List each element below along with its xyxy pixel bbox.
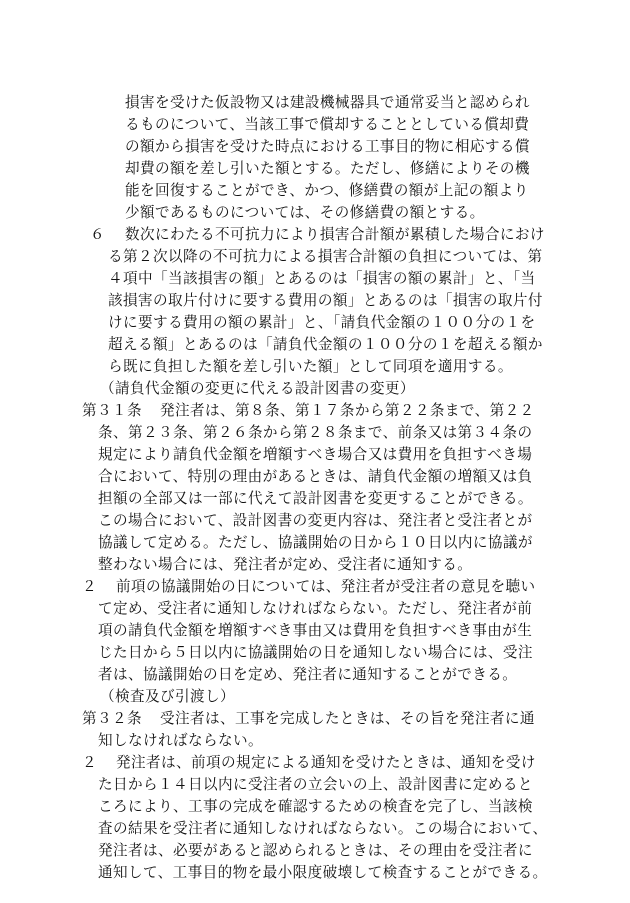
line-text: 者は、協議開始の日を定め、発注者に通知することができる。: [98, 666, 518, 683]
text-line: [0, 554, 630, 576]
text-line: [0, 510, 630, 532]
article-number: 第３１条: [82, 402, 142, 419]
text-line: [0, 730, 630, 752]
line-text: ころにより、工事の完成を確認するための検査を完了し、当該検: [98, 798, 533, 815]
line-text: 査の結果を受注者に通知しなければならない。この場合において、: [98, 820, 548, 837]
text-line: [0, 180, 630, 202]
text-line: [0, 840, 630, 862]
text-line: [0, 620, 630, 642]
paragraph-start-line: [0, 224, 630, 246]
text-line: [0, 664, 630, 686]
text-line: [0, 488, 630, 510]
text-line: [0, 532, 630, 554]
article-start-line: [0, 708, 630, 730]
article-start-line: [0, 400, 630, 422]
line-text: 発注者は、第８条、第１７条から第２２条まで、第２２: [160, 402, 535, 419]
text-line: [0, 312, 630, 334]
line-text: 整わない場合には、発注者が定め、受注者に通知する。: [98, 556, 473, 573]
text-line: [0, 466, 630, 488]
line-text: 合において、特別の理由があるときは、請負代金額の増額又は負: [98, 468, 533, 485]
caption-text: （請負代金額の変更に代える設計図書の変更）: [100, 380, 415, 397]
line-text: この場合において、設計図書の変更内容は、発注者と受注者とが: [98, 512, 533, 529]
text-line: [0, 334, 630, 356]
text-line: [0, 356, 630, 378]
line-text: 発注者は、前項の規定による通知を受けたときは、通知を受け: [116, 754, 536, 771]
line-text: じた日から５日以内に協議開始の日を通知しない場合には、受注: [98, 644, 533, 661]
line-text: 通知して、工事目的物を最小限度破壊して検査することができる。: [98, 864, 548, 881]
line-text: 該損害の取片付けに要する費用の額」とあるのは「損害の取片付: [108, 292, 543, 309]
line-text: 能を回復することができ、かつ、修繕費の額が上記の額より: [125, 182, 529, 199]
line-text: た日から１４日以内に受注者の立会いの上、設計図書に定めると: [98, 776, 533, 793]
text-line: [0, 158, 630, 180]
article-caption: [0, 378, 630, 400]
line-text: 損害を受けた仮設物又は建設機械器具で通常妥当と認められ: [125, 94, 530, 111]
text-line: [0, 774, 630, 796]
text-line: [0, 246, 630, 268]
text-line: [0, 862, 630, 884]
line-text: て定め、受注者に通知しなければならない。ただし、発注者が前: [98, 600, 533, 617]
line-text: 受注者は、工事を完成したときは、その旨を発注者に通: [160, 710, 535, 727]
text-line: [0, 422, 630, 444]
line-text: 規定により請負代金額を増額すべき場合又は費用を負担すべき場: [98, 446, 533, 463]
article-caption: [0, 686, 630, 708]
paragraph-start-line: [0, 576, 630, 598]
text-line: [0, 796, 630, 818]
caption-text: （検査及び引渡し）: [100, 688, 235, 705]
text-line: [0, 268, 630, 290]
line-text: 超える額」とあるのは「請負代金額の１００分の１を超える額か: [108, 336, 543, 353]
paragraph-number: ６: [90, 226, 105, 243]
line-text: 知しなければならない。: [98, 732, 263, 749]
line-text: の額から損害を受けた時点における工事目的物に相応する償: [125, 138, 530, 155]
line-text: 項の請負代金額を増額すべき事由又は費用を負担すべき事由が生: [98, 622, 533, 639]
line-text: 前項の協議開始の日については、発注者が受注者の意見を聴い: [116, 578, 536, 595]
text-line: [0, 136, 630, 158]
line-text: ら既に負担した額を差し引いた額」として同項を適用する。: [108, 358, 513, 375]
line-text: る第２次以降の不可抗力による損害合計額の負担については、第: [108, 248, 543, 265]
line-text: 少額であるものについては、その修繕費の額とする。: [125, 204, 485, 221]
line-text: 発注者は、必要があると認められるときは、その理由を受注者に: [98, 842, 533, 859]
line-text: 担額の全部又は一部に代えて設計図書を変更することができる。: [98, 490, 533, 507]
text-line: [0, 818, 630, 840]
paragraph-number: ２: [82, 578, 97, 595]
text-line: [0, 202, 630, 224]
text-line: [0, 444, 630, 466]
line-text: 却費の額を差し引いた額とする。ただし、修繕によりその機: [125, 160, 530, 177]
line-text: 数次にわたる不可抗力により損害合計額が累積した場合におけ: [125, 226, 545, 243]
paragraph-number: ２: [82, 754, 97, 771]
paragraph-start-line: [0, 752, 630, 774]
text-line: [0, 642, 630, 664]
article-number: 第３２条: [82, 710, 142, 727]
line-text: けに要する費用の額の累計」と、「請負代金額の１００分の１を: [108, 314, 536, 331]
text-line: [0, 114, 630, 136]
line-text: 協議して定める。ただし、協議開始の日から１０日以内に協議が: [98, 534, 533, 551]
line-text: るものについて、当該工事で償却することとしている償却費: [125, 116, 530, 133]
text-line: [0, 290, 630, 312]
text-line: [0, 92, 630, 114]
line-text: 条、第２３条、第２６条から第２８条まで、前条又は第３４条の: [98, 424, 533, 441]
line-text: ４項中「当該損害の額」とあるのは「損害の額の累計」と、「当: [108, 270, 536, 287]
text-line: [0, 598, 630, 620]
